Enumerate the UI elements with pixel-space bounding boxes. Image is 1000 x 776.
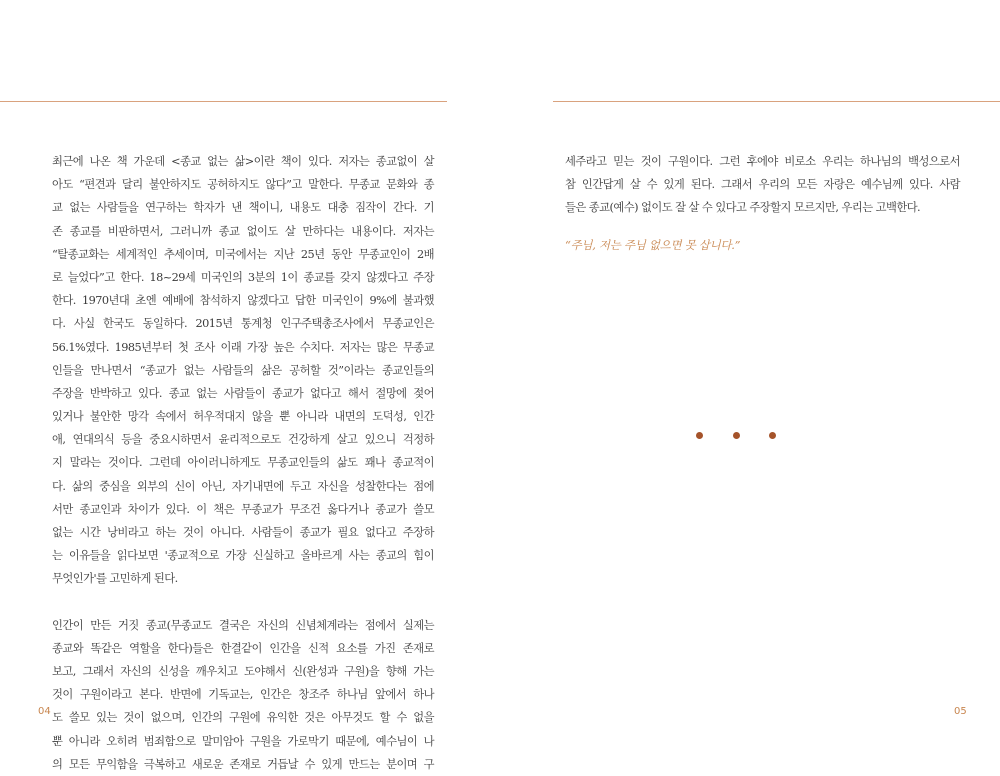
right-page-body xyxy=(565,150,960,253)
text-line: 종교와 똑같은 역할을 한다)들은 한결같이 인간을 신적 요소를 가진 존재로 xyxy=(52,641,434,655)
left-paragraph-1 xyxy=(52,150,434,591)
left-paragraph-2 xyxy=(52,614,434,776)
text-line: 뿐 아니라 오히려 범죄함으로 말미암아 구원을 가로막기 때문에, 예수님이 나 xyxy=(52,734,434,748)
page-number-right: 05 xyxy=(954,706,967,717)
highlighted-quote: “주님, 저는 주님 없으면 못 삽니다.” xyxy=(565,237,741,252)
text-line: 인들을 만나면서 “종교가 없는 사람들의 삶은 공허할 것”이라는 종교인들의 xyxy=(52,363,434,377)
text-line: 있거나 불안한 망각 속에서 허우적대지 않을 뿐 아니라 내면의 도덕성, 인간 xyxy=(52,410,434,424)
text-line: 것이 구원이라고 본다. 반면에 기독교는, 인간은 창조주 하나님 앞에서 하나 xyxy=(52,688,434,702)
text-line: 56.1%였다. 1985년부터 첫 조사 이래 가장 높은 수치다. 저자는 많은 무종교 xyxy=(52,340,434,354)
text-line: “탈종교화는 세계적인 추세이며, 미국에서는 지난 25년 동안 무종교인이 2배 xyxy=(52,247,434,261)
dot-icon xyxy=(733,432,740,439)
page-number-left: 04 xyxy=(38,706,51,717)
text-line: 서만 종교인과 차이가 있다. 이 책은 무종교가 무조건 옳다거나 종교가 쓸모 xyxy=(52,502,434,516)
text-line: 교 없는 사람들을 연구하는 학자가 낸 책이니, 내용도 대충 짐작이 간다. 기 xyxy=(52,201,434,215)
text-line: 애, 연대의식 등을 중요시하면서 윤리적으로도 건강하게 살고 있으니 걱정하 xyxy=(52,433,434,447)
text-line: 들은 종교(예수) 없이도 잘 살 수 있다고 주장할지 모르지만, 우리는 고백한다. xyxy=(565,201,921,215)
right-header-rule xyxy=(553,101,1000,102)
text-line: 존 종교를 비판하면서, 그러니까 종교 없이도 살 만하다는 내용이다. 저자는 xyxy=(52,224,434,238)
text-line: 최근에 나온 책 가운데 <종교 없는 삶>이란 책이 있다. 저자는 종교없이 살 xyxy=(52,155,434,168)
dot-icon xyxy=(769,432,776,439)
text-line: 로 늘었다”고 한다. 18~29세 미국인의 3분의 1이 종교를 갖지 않겠다고 주장 xyxy=(52,270,434,284)
section-divider-dots xyxy=(696,432,776,440)
text-line: 인간이 만든 거짓 종교(무종교도 결국은 자신의 신념체계라는 점에서 실제는 xyxy=(52,618,434,632)
paragraph-gap xyxy=(52,591,434,614)
left-header-rule xyxy=(0,101,447,102)
text-line: 다. 사실 한국도 동일하다. 2015년 통계청 인구주택총조사에서 무종교인은 xyxy=(52,317,434,331)
left-page-body xyxy=(52,150,434,776)
text-line: 참 인간답게 살 수 있게 된다. 그래서 우리의 모든 자랑은 예수님께 있다. 사람 xyxy=(565,178,960,192)
text-line: 지 말라는 것이다. 그런데 아이러니하게도 무종교인들의 삶도 꽤나 종교적이 xyxy=(52,456,434,470)
text-line: 도 쓸모 있는 것이 없으며, 인간의 구원에 유익한 것은 아무것도 할 수 없을 xyxy=(52,711,434,725)
dot-icon xyxy=(696,432,703,439)
text-line: 세주라고 믿는 것이 구원이다. 그런 후에야 비로소 우리는 하나님의 백성으로서 xyxy=(565,155,960,168)
text-line: 아도 “편견과 달리 불안하지도 공허하지도 않다”고 말한다. 무종교 문화와 종 xyxy=(52,178,434,192)
text-line: 는 이유들을 읽다보면 '종교적으로 가장 신실하고 올바르게 사는 종교의 힘이 xyxy=(52,549,434,563)
text-line: 없는 시간 낭비라고 하는 것이 아니다. 사람들이 종교가 필요 없다고 주장하 xyxy=(52,526,434,539)
text-line: 의 모든 무익함을 극복하고 새로운 존재로 거듭날 수 있게 만드는 분이며 구 xyxy=(52,757,434,771)
text-line: 주장을 반박하고 있다. 종교 없는 사람들이 종교가 없다고 해서 절망에 젖어 xyxy=(52,386,434,400)
text-line: 다. 삶의 중심을 외부의 신이 아닌, 자기내면에 두고 자신을 성찰한다는 점에 xyxy=(52,479,434,493)
text-line: 보고, 그래서 자신의 신성을 깨우치고 도야해서 신(완성과 구원)을 향해 가는 xyxy=(52,664,434,678)
right-paragraph xyxy=(565,150,960,220)
text-line: 무엇인가'를 고민하게 된다. xyxy=(52,572,178,586)
text-line: 한다. 1970년대 초엔 예배에 참석하지 않겠다고 답한 미국인이 9%에 불과했 xyxy=(52,294,434,308)
